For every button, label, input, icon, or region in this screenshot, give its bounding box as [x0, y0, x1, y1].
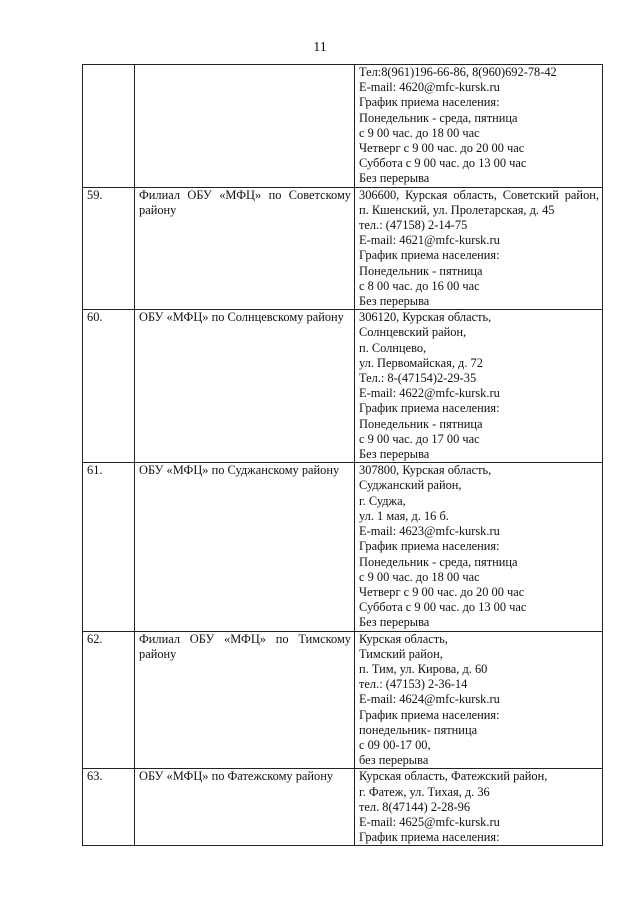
info-line: с 09 00-17 00, — [359, 737, 431, 752]
branch-info-cell — [355, 631, 603, 769]
table-row — [83, 65, 603, 188]
address-line: 307800, Курская область, — [359, 463, 492, 478]
address-line: г. Суджа, — [359, 493, 406, 508]
phone-line: тел. 8(47144) 2-28-96 — [359, 799, 471, 814]
branch-name-cell: ОБУ «МФЦ» по Суджанскому району — [135, 463, 355, 631]
info-line: понедельник- пятница — [359, 722, 478, 737]
phone-line: тел.: (47158) 2-14-75 — [359, 218, 468, 233]
email-line: E-mail: 4620@mfc-kursk.ru — [359, 80, 500, 95]
row-number-cell: 59. — [83, 187, 135, 310]
info-line: Суббота с 9 00 час. до 13 00 час — [359, 600, 527, 615]
info-line: График приема населения: — [359, 95, 500, 110]
info-line: График приема населения: — [359, 248, 500, 263]
info-line: Без перерыва — [359, 447, 430, 462]
address-line: п. Тим, ул. Кирова, д. 60 — [359, 661, 488, 676]
phone-line: Тел.: 8-(47154)2-29-35 — [359, 371, 477, 386]
table-row — [83, 769, 603, 846]
branch-name-cell: ОБУ «МФЦ» по Солнцевскому району — [135, 310, 355, 463]
info-line: Тел:8(961)196-66-86, 8(960)692-78-42 — [359, 65, 557, 79]
address-line: 306600, Курская область, Советский район, п. Кшенский, ул. Пролетарская, д. 45 — [359, 187, 599, 217]
row-number-cell: 63. — [83, 769, 135, 846]
mfc-branches-table — [82, 64, 603, 846]
info-line: Четверг с 9 00 час. до 20 00 час — [359, 584, 525, 599]
info-line: Понедельник - пятница — [359, 416, 483, 431]
phone-line: тел.: (47153) 2-36-14 — [359, 677, 468, 692]
table-row — [83, 310, 603, 463]
address-line: Солнцевский район, — [359, 325, 467, 340]
info-line: Без перерыва — [359, 615, 430, 630]
row-number-cell — [83, 65, 135, 188]
branch-name-cell — [135, 65, 355, 188]
info-line: График приема населения: — [359, 707, 500, 722]
branch-info-cell — [355, 463, 603, 631]
info-line: с 9 00 час. до 18 00 час — [359, 569, 480, 584]
address-line: ул. 1 мая, д. 16 б. — [359, 508, 449, 523]
address-line: Курская область, — [359, 631, 448, 646]
info-line: Четверг с 9 00 час. до 20 00 час — [359, 141, 525, 156]
table-row — [83, 631, 603, 769]
branch-info-cell — [355, 310, 603, 463]
email-line: E-mail: 4624@mfc-kursk.ru — [359, 692, 500, 707]
info-line: Суббота с 9 00 час. до 13 00 час — [359, 156, 527, 171]
branch-info-cell — [355, 65, 603, 188]
info-line: с 8 00 час. до 16 00 час — [359, 278, 480, 293]
address-line: Суджанский район, — [359, 478, 462, 493]
info-line: Без перерыва — [359, 294, 430, 309]
table-row — [83, 463, 603, 631]
address-line: г. Фатеж, ул. Тихая, д. 36 — [359, 784, 490, 799]
info-line: Без перерыва — [359, 171, 430, 186]
row-number-cell: 61. — [83, 463, 135, 631]
info-line: с 9 00 час. до 18 00 час — [359, 125, 480, 140]
row-number-cell: 62. — [83, 631, 135, 769]
address-line: 306120, Курская область, — [359, 310, 492, 325]
info-line: График приема населения: — [359, 830, 500, 845]
branch-info-cell — [355, 187, 603, 310]
address-line: ул. Первомайская, д. 72 — [359, 355, 483, 370]
branch-name-cell: ОБУ «МФЦ» по Фатежскому району — [135, 769, 355, 846]
info-line: без перерыва — [359, 753, 429, 768]
address-line: Курская область, Фатежский район, — [359, 769, 548, 784]
info-line: Понедельник - среда, пятница — [359, 554, 518, 569]
email-line: E-mail: 4625@mfc-kursk.ru — [359, 814, 500, 829]
info-line: с 9 00 час. до 17 00 час — [359, 431, 480, 446]
branch-info-cell — [355, 769, 603, 846]
branch-name-cell: Филиал ОБУ «МФЦ» по Тимскому району — [135, 631, 355, 769]
info-line: Понедельник - среда, пятница — [359, 110, 518, 125]
info-line: График приема населения: — [359, 401, 500, 416]
address-line: п. Солнцево, — [359, 340, 427, 355]
info-line: График приема населения: — [359, 539, 500, 554]
email-line: E-mail: 4623@mfc-kursk.ru — [359, 524, 500, 539]
info-line: Понедельник - пятница — [359, 263, 483, 278]
page-number: 11 — [313, 40, 327, 55]
email-line: E-mail: 4621@mfc-kursk.ru — [359, 233, 500, 248]
table-row — [83, 187, 603, 310]
branch-name-cell: Филиал ОБУ «МФЦ» по Советскому району — [135, 187, 355, 310]
email-line: E-mail: 4622@mfc-kursk.ru — [359, 386, 500, 401]
row-number-cell: 60. — [83, 310, 135, 463]
address-line: Тимский район, — [359, 646, 443, 661]
